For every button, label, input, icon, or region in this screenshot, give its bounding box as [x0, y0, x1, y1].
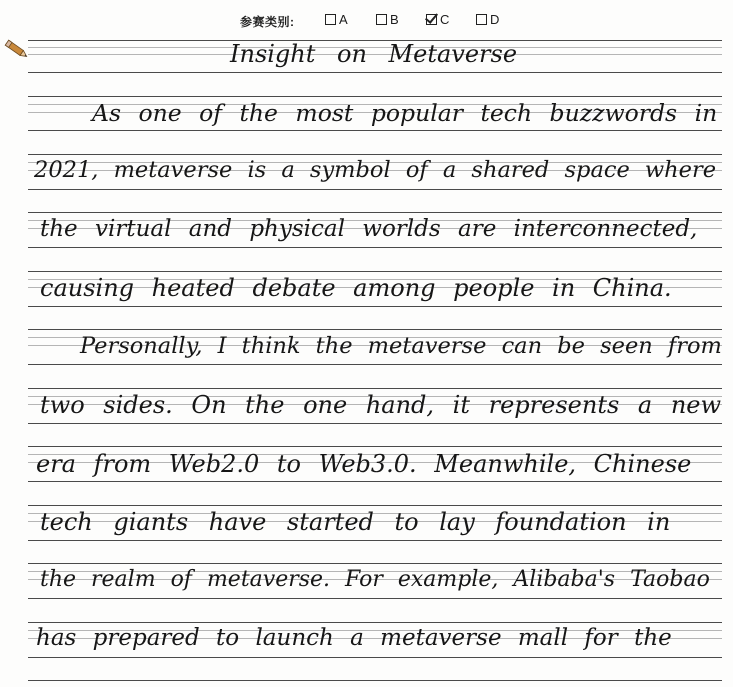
essay-line-5: Personally, I think the metaverse can be seen from [80, 333, 722, 359]
essay-line-1: As one of the most popular tech buzzwords in [92, 99, 718, 127]
option-c-label: C [440, 12, 450, 27]
essay-line-10: has prepared to launch a metaverse mall for the [36, 625, 672, 651]
essay-line-3: the virtual and physical worlds are interconnected, [40, 216, 698, 242]
essay-line-4: causing heated debate among people in China. [40, 274, 672, 302]
essay-line-7: era from Web2.0 to Web3.0. Meanwhile, Chinese [36, 450, 692, 478]
option-b-label: B [390, 12, 399, 27]
category-label: 参赛类别: [240, 15, 295, 29]
option-d-label: D [490, 12, 500, 27]
option-a-label: A [339, 12, 348, 27]
essay-line-9: the realm of metaverse. For example, Alibaba's Taobao [40, 567, 710, 592]
essay-line-6: two sides. On the one hand, it represents a new [40, 391, 722, 419]
essay-line-2: 2021, metaverse is a symbol of a shared space where [34, 157, 717, 183]
essay-title: Insight on Metaverse [230, 40, 518, 68]
pencil-icon [2, 38, 30, 60]
essay-line-8: tech giants have started to lay foundation in [40, 508, 671, 536]
